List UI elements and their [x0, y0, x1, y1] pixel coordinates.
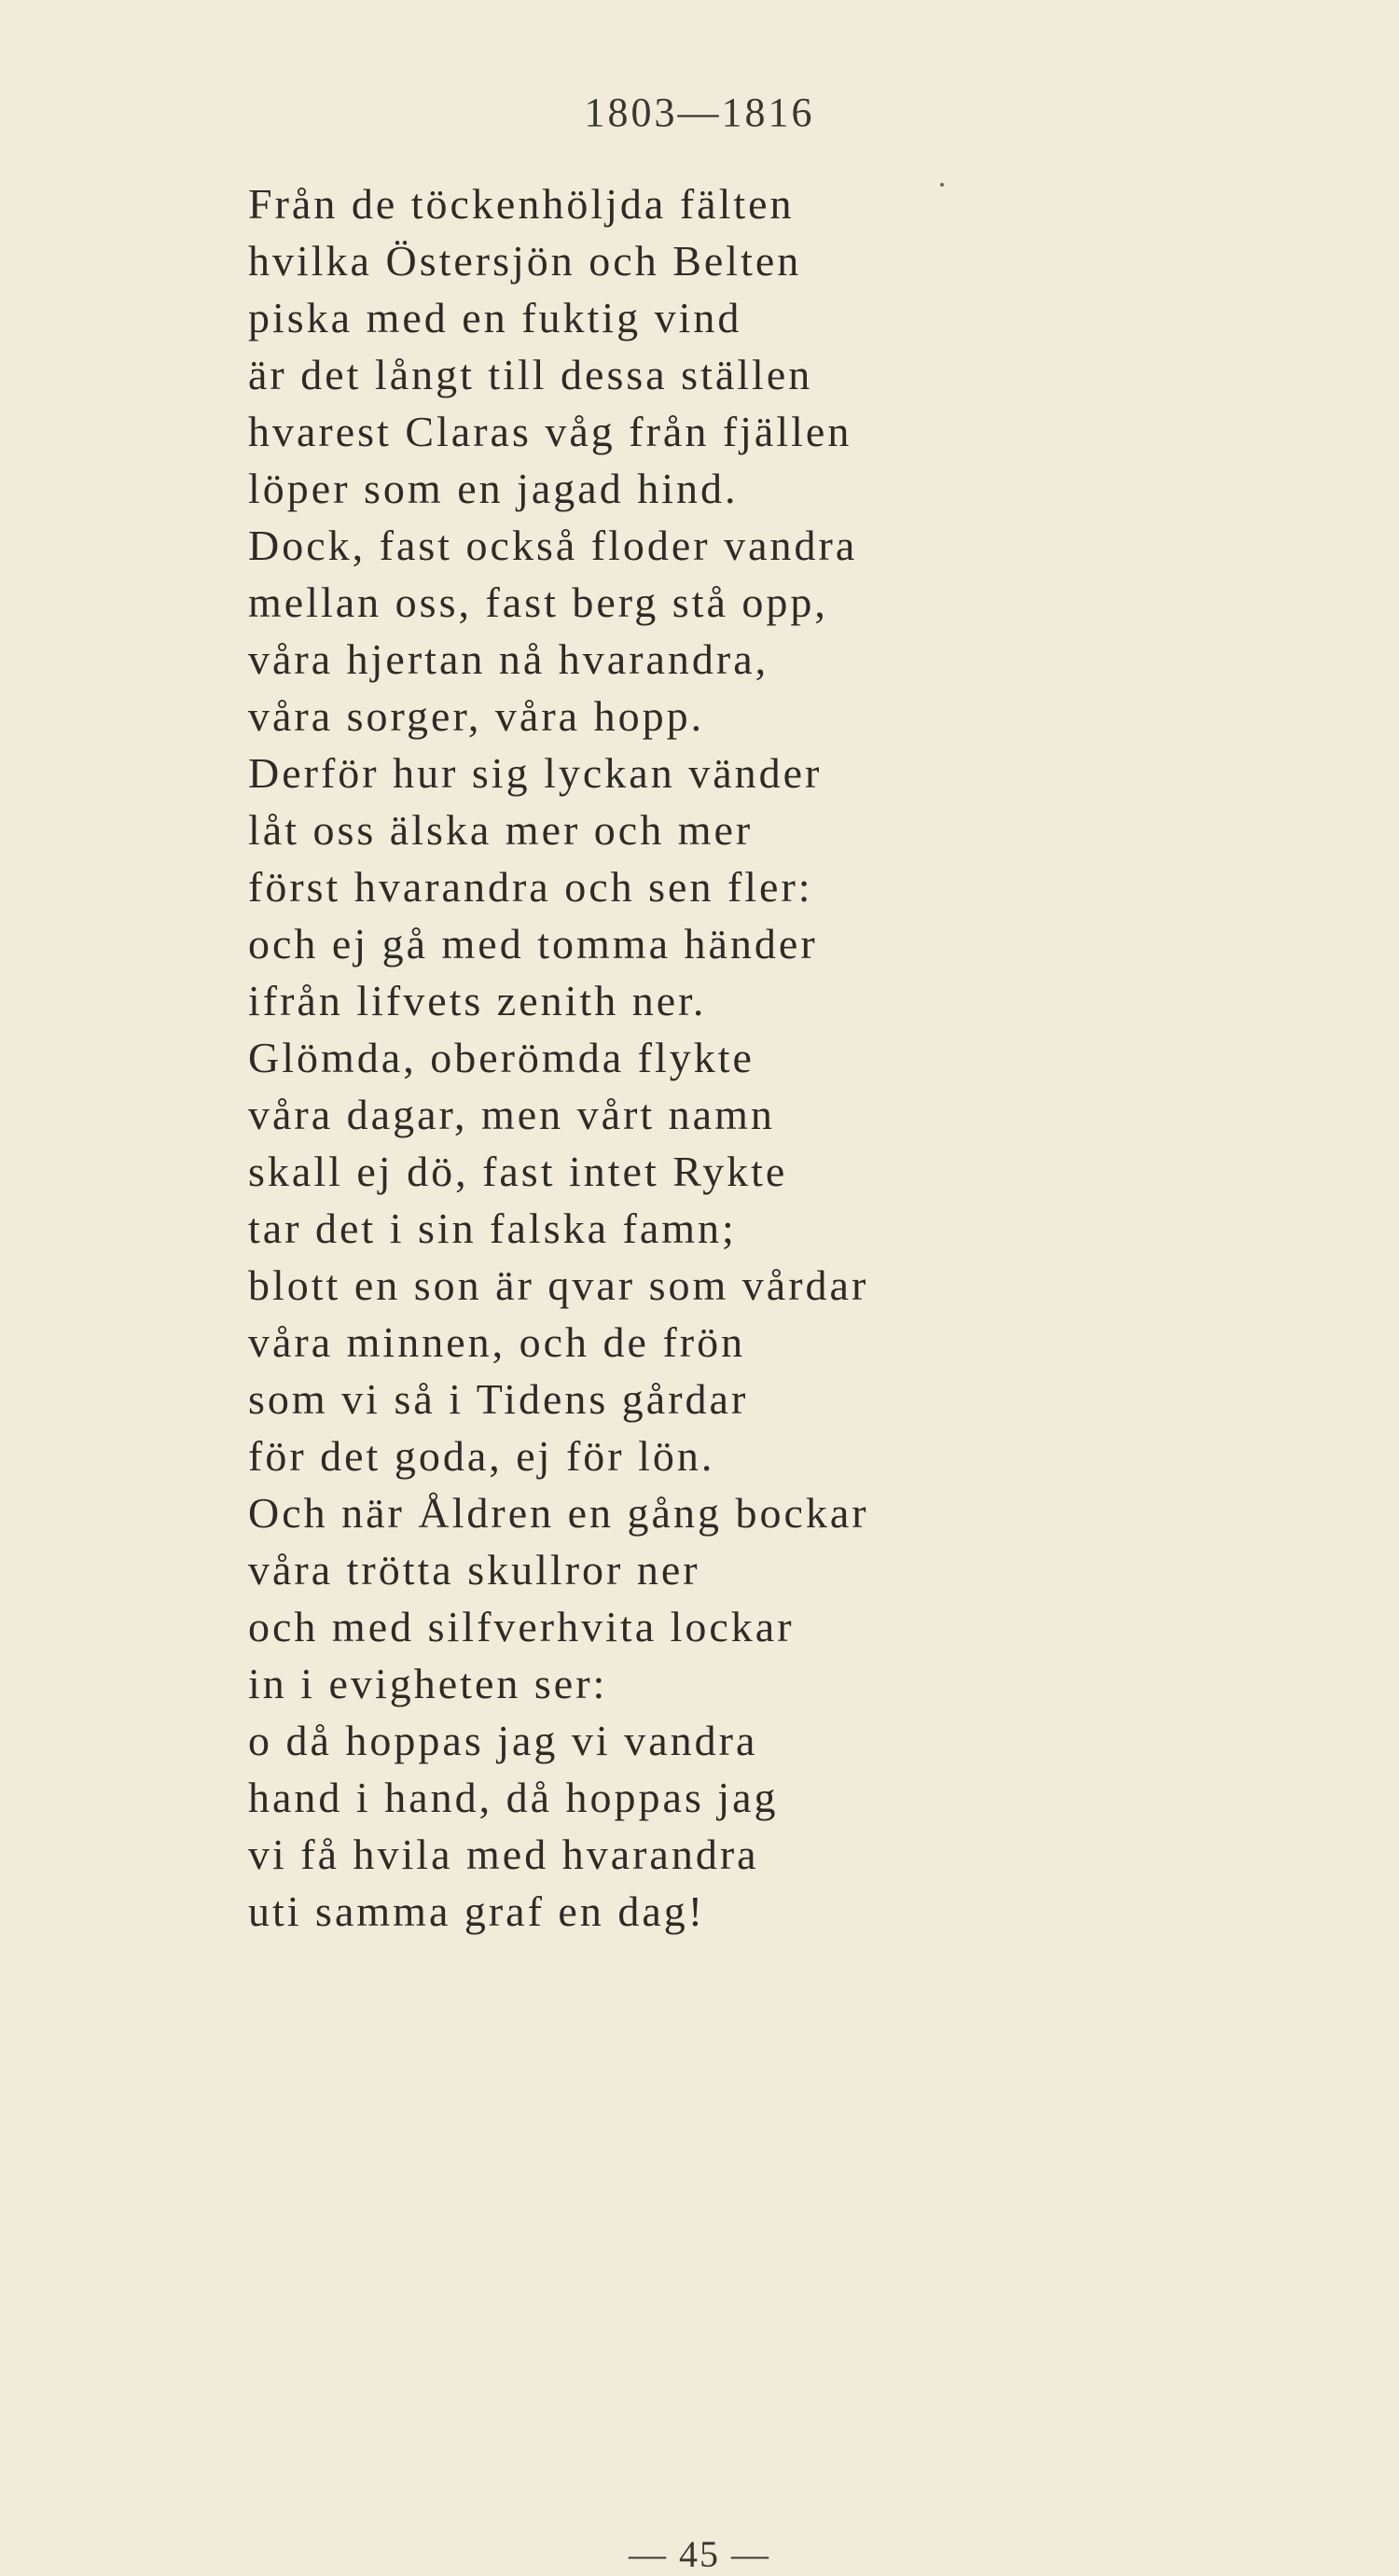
poem-line: Derför hur sig lyckan vänder [248, 749, 823, 797]
poem-line: skall ej dö, fast intet Rykte [248, 1148, 788, 1195]
poem-line: piska med en fuktig vind [248, 294, 742, 341]
poem-line: Dock, fast också floder vandra [248, 522, 858, 569]
page-number: — 45 — [629, 2533, 770, 2575]
poem-line: mellan oss, fast berg stå opp, [248, 578, 828, 626]
poem-line: och ej gå med tomma händer [248, 920, 818, 968]
poem-line: Från de töckenhöljda fälten [248, 180, 795, 228]
poem-line: är det långt till dessa ställen [248, 351, 813, 398]
poem-line: o då hoppas jag vi vandra [248, 1717, 758, 1764]
poem-line: vi få hvila med hvarandra [248, 1831, 759, 1878]
poem-line: våra hjertan nå hvarandra, [248, 635, 769, 683]
poem-line: uti samma graf en dag! [248, 1887, 706, 1935]
running-head: 1803—1816 [584, 90, 815, 135]
poem-line: som vi så i Tidens gårdar [248, 1375, 749, 1423]
poem-line: löper som en jagad hind. [248, 465, 739, 512]
poem-line: blott en son är qvar som vårdar [248, 1261, 869, 1309]
poem-line: ifrån lifvets zenith ner. [248, 977, 707, 1024]
poem-line: våra trötta skullror ner [248, 1546, 700, 1594]
poem-line: för det goda, ej för lön. [248, 1432, 715, 1480]
poem-line: hand i hand, då hoppas jag [248, 1774, 779, 1821]
poem-line: våra minnen, och de frön [248, 1318, 746, 1366]
poem-line: först hvarandra och sen fler: [248, 863, 813, 911]
poem-line: Glömda, oberömda flykte [248, 1034, 755, 1081]
poem-line: låt oss älska mer och mer [248, 806, 754, 854]
poem-line: hvarest Claras våg från fjällen [248, 408, 852, 455]
poem-line: in i evigheten ser: [248, 1660, 608, 1707]
poem-text [248, 175, 1321, 1940]
poem-line: hvilka Östersjön och Belten [248, 237, 802, 285]
poem-line: och med silfverhvita lockar [248, 1603, 795, 1650]
poem-line: våra dagar, men vårt namn [248, 1091, 775, 1138]
poem-line: Och när Åldren en gång bockar [248, 1489, 869, 1537]
poem-line: tar det i sin falska famn; [248, 1204, 737, 1252]
poem-line: våra sorger, våra hopp. [248, 692, 705, 740]
